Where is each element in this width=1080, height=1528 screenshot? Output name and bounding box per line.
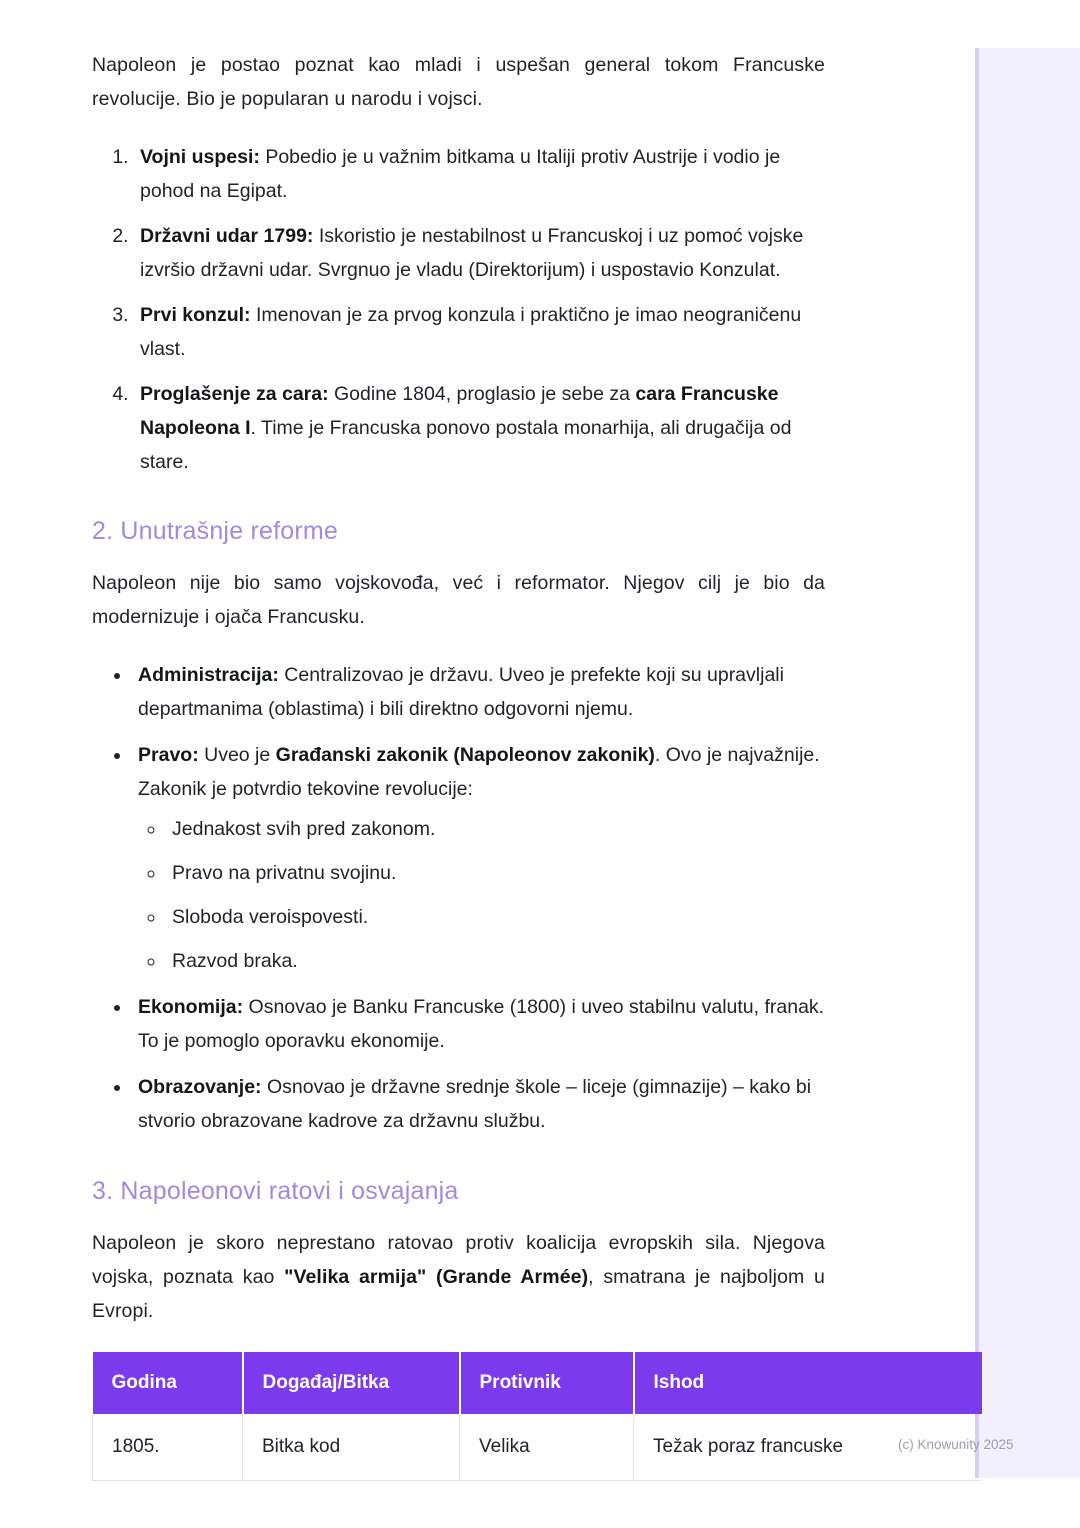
table-header-cell-godina: Godina bbox=[93, 1352, 243, 1414]
table-header-row bbox=[93, 1352, 982, 1414]
list-item-text: Osnovao je državne srednje škole – liceje (gimnazije) – kako bi stvorio obrazovane kadrove za državnu službu. bbox=[138, 1076, 812, 1132]
list-item bbox=[132, 990, 825, 1058]
list-item-text-tail: . Time je Francuska ponovo postala monarhija, ali drugačija od stare. bbox=[140, 417, 792, 473]
paragraph-emphasis: "Velika armija" (Grande Armée) bbox=[284, 1266, 589, 1288]
table-row bbox=[93, 1414, 982, 1481]
table-body bbox=[93, 1414, 982, 1481]
list-item-lead: Proglašenje za cara: bbox=[140, 383, 329, 405]
list-item-text-tail: . Ovo je najvažnije. Zakonik je potvrdio tekovine revolucije: bbox=[138, 744, 820, 800]
list-item bbox=[132, 738, 825, 978]
sub-list-item: ◦ Pravo na privatnu svojinu. bbox=[166, 856, 825, 890]
list-item bbox=[134, 298, 825, 366]
table-cell-dogadjaj: Bitka kod bbox=[243, 1414, 460, 1481]
list-item-lead: Pravo: bbox=[138, 744, 199, 766]
sub-list-item: ◦ Jednakost svih pred zakonom. bbox=[166, 812, 825, 846]
list-item-text: Godine 1804, proglasio je sebe za bbox=[328, 383, 636, 405]
wars-table bbox=[92, 1352, 982, 1481]
list-item-emphasis: Građanski zakonik (Napoleonov zakonik) bbox=[275, 744, 655, 766]
rise-to-power-list bbox=[92, 140, 825, 479]
list-item-text: Pobedio je u važnim bitkama u Italiji protiv Austrije i vodio je pohod na Egipat. bbox=[140, 146, 781, 202]
list-item-text: Osnovao je Banku Francuske (1800) i uveo stabilnu valutu, franak. To je pomoglo oporavku ekonomije. bbox=[138, 996, 825, 1052]
table-header-cell-dogadjaj: Događaj/Bitka bbox=[243, 1352, 460, 1414]
intro-paragraph: Napoleon je postao poznat kao mladi i uspešan general tokom Francuske revolucije. Bio je popularan u narodu i vojsci. bbox=[92, 54, 825, 110]
copyright-watermark: (c) Knowunity 2025 bbox=[898, 1437, 1014, 1452]
list-item bbox=[134, 219, 825, 287]
list-item-lead: Vojni uspesi: bbox=[140, 146, 260, 168]
table-cell-ishod: Težak poraz francuske bbox=[634, 1414, 982, 1481]
list-item bbox=[132, 658, 825, 726]
list-item bbox=[134, 377, 825, 479]
section-3-paragraph bbox=[92, 1226, 825, 1328]
table-header-cell-ishod: Ishod bbox=[634, 1352, 982, 1414]
spacer bbox=[92, 490, 825, 514]
list-item-emphasis: cara Francuske Napoleona I bbox=[140, 383, 779, 439]
list-item-lead: Prvi konzul: bbox=[140, 304, 251, 326]
list-item-lead: Administracija: bbox=[138, 664, 279, 686]
list-item-text: Iskoristio je nestabilnost u Francuskoj i uz pomoć vojske izvršio državni udar. Svrgnuo je vladu (Direktorijum) i uspostavio Konzulat. bbox=[140, 225, 804, 281]
table-cell-godina: 1805. bbox=[93, 1414, 243, 1481]
right-page-panel bbox=[975, 48, 1080, 1478]
sub-list-item: ◦ Razvod braka. bbox=[166, 944, 825, 978]
list-item-text: Uveo je bbox=[198, 744, 276, 766]
spacer bbox=[92, 634, 825, 658]
spacer bbox=[92, 1150, 825, 1174]
spacer bbox=[92, 1328, 825, 1352]
paragraph-text-lead: Napoleon je skoro neprestano ratovao protiv koalicija evropskih sila. Njegova vojska, poznata kao bbox=[92, 1232, 825, 1288]
table-header-cell-protivnik: Protivnik bbox=[460, 1352, 634, 1414]
spacer bbox=[92, 1208, 825, 1226]
list-item-lead: Obrazovanje: bbox=[138, 1076, 262, 1098]
list-item-text: Imenovan je za prvog konzula i praktično je imao neograničenu vlast. bbox=[140, 304, 802, 360]
reforms-list bbox=[92, 658, 825, 1138]
table-header bbox=[93, 1352, 982, 1414]
spacer bbox=[92, 116, 825, 140]
code-principles-sublist bbox=[138, 812, 825, 978]
list-item-lead: Državni udar 1799: bbox=[140, 225, 314, 247]
sub-list-item: ◦ Sloboda veroispovesti. bbox=[166, 900, 825, 934]
list-item bbox=[132, 1070, 825, 1138]
list-item bbox=[134, 140, 825, 208]
section-heading-2: 2. Unutrašnje reforme bbox=[92, 517, 338, 545]
list-item-text: Centralizovao je državu. Uveo je prefekte koji su upravljali departmanima (oblastima) i bili direktno odgovorni njemu. bbox=[138, 664, 784, 720]
section-2-paragraph: Napoleon nije bio samo vojskovođa, već i reformator. Njegov cilj je bio da modernizuje i ojača Francusku. bbox=[92, 572, 825, 628]
spacer bbox=[92, 548, 825, 566]
table-cell-protivnik: Velika bbox=[460, 1414, 634, 1481]
section-heading-3: 3. Napoleonovi ratovi i osvajanja bbox=[92, 1177, 459, 1205]
list-item-lead: Ekonomija: bbox=[138, 996, 244, 1018]
paragraph-text-tail: , smatrana je najboljom u Evropi. bbox=[92, 1266, 825, 1322]
